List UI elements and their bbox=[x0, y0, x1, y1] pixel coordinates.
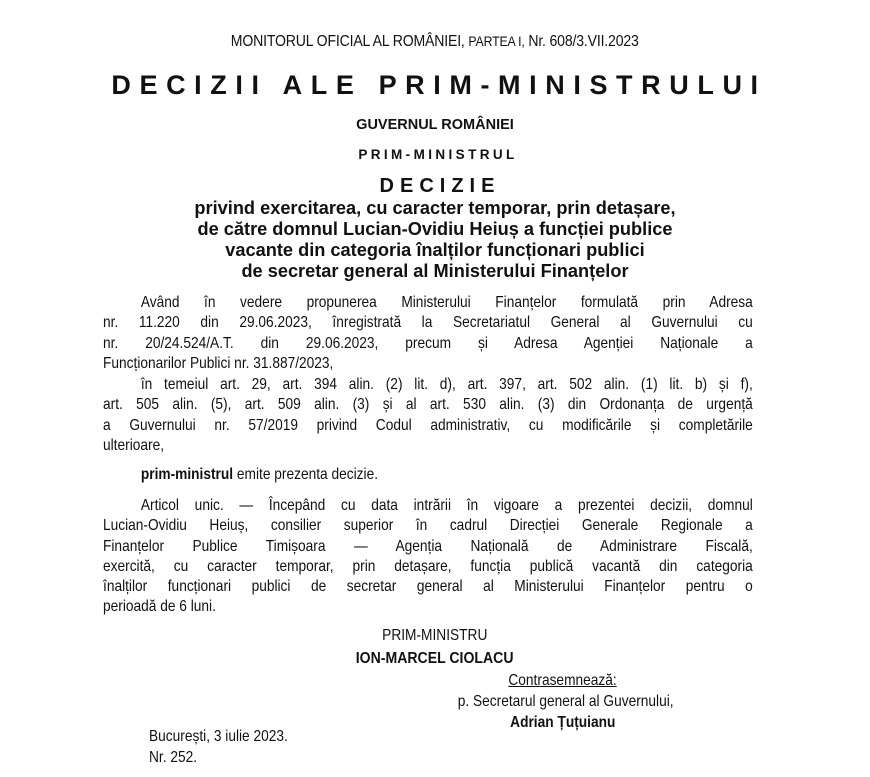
legal-basis-line: ulterioare, bbox=[103, 436, 165, 454]
publication-part: PARTEA I, bbox=[468, 33, 525, 49]
preamble-line: Funcționarilor Publici nr. 31.887/2023, bbox=[103, 354, 334, 372]
countersignature-block bbox=[443, 670, 683, 733]
issuer-government: GUVERNUL ROMÂNIEI bbox=[356, 117, 514, 133]
subject-line: privind exercitarea, cu caracter temporar, prin detașare, bbox=[194, 198, 676, 218]
enacting-text: emite prezenta decizie. bbox=[233, 466, 379, 483]
issuer-office: PRIM-MINISTRUL bbox=[358, 147, 518, 162]
countersign-role: p. Secretarul general al Guvernului, bbox=[457, 693, 674, 710]
section-title: DECIZII ALE PRIM-MINISTRULUI bbox=[111, 70, 767, 100]
preamble-line: nr. 20/24.524/A.T. din 29.06.2023, precum și Adresa Agenției Naționale a bbox=[103, 334, 753, 352]
preamble-line: Având în vedere propunerea Ministerului Finanțelor formulată prin Adresa bbox=[140, 294, 753, 311]
signatory-role: PRIM-MINISTRU bbox=[382, 627, 488, 644]
subject-line: de către domnul Lucian-Ovidiu Heiuș a funcției publice bbox=[197, 219, 673, 239]
legal-basis-line: art. 505 alin. (5), art. 509 alin. (3) și al art. 530 alin. (3) din Ordonanța de urgență bbox=[103, 396, 753, 414]
legal-basis-line: a Guvernului nr. 57/2019 privind Codul administrativ, cu modificările și completările bbox=[103, 416, 753, 434]
article-line: Articol unic. — Începând cu data intrării în vigoare a prezentei decizii, domnul bbox=[140, 497, 753, 514]
place-date: București, 3 iulie 2023. bbox=[149, 728, 288, 745]
running-header bbox=[0, 33, 870, 51]
document-type: DECIZIE bbox=[379, 175, 501, 197]
publication-name: MONITORUL OFICIAL AL ROMÂNIEI, bbox=[231, 33, 465, 50]
publication-issue: Nr. 608/3.VII.2023 bbox=[528, 33, 639, 50]
legal-basis-line: în temeiul art. 29, art. 394 alin. (2) lit. d), art. 397, art. 502 alin. (1) lit. b) și f), bbox=[140, 376, 753, 393]
decision-number: Nr. 252. bbox=[149, 749, 198, 766]
article-line: exercită, cu caracter temporar, prin detașare, funcția publică vacantă din categoria bbox=[103, 557, 753, 575]
preamble-paragraph-2 bbox=[103, 375, 753, 456]
decision-footer bbox=[149, 726, 307, 768]
signatory-name: ION-MARCEL CIOLACU bbox=[356, 650, 514, 667]
article-line: Finanțelor Publice Timișoara — Agenția Națională de Administrare Fiscală, bbox=[103, 537, 753, 555]
countersign-label: Contrasemnează: bbox=[508, 672, 618, 689]
enacting-subject: prim-ministrul bbox=[140, 466, 234, 483]
decision-subject bbox=[0, 198, 870, 282]
subject-line: de secretar general al Ministerului Finanțelor bbox=[241, 261, 629, 281]
article-line: înalților funcționari publici de secretar general al Ministerului Finanțelor pentru o bbox=[103, 578, 753, 596]
running-header-text bbox=[231, 33, 639, 51]
article-unic bbox=[103, 496, 753, 618]
subject-line: vacante din categoria înalților funcționari publici bbox=[225, 240, 645, 260]
article-line: perioadă de 6 luni. bbox=[103, 598, 216, 616]
preamble-line: nr. 11.220 din 29.06.2023, înregistrată la Secretariatul General al Guvernului cu bbox=[103, 314, 753, 332]
countersign-name: Adrian Țuțuianu bbox=[510, 714, 616, 731]
enacting-formula bbox=[103, 465, 753, 485]
preamble-paragraph-1 bbox=[103, 293, 753, 374]
article-line: Lucian-Ovidiu Heiuș, consilier superior în cadrul Direcției Generale Regionale a bbox=[103, 517, 753, 535]
